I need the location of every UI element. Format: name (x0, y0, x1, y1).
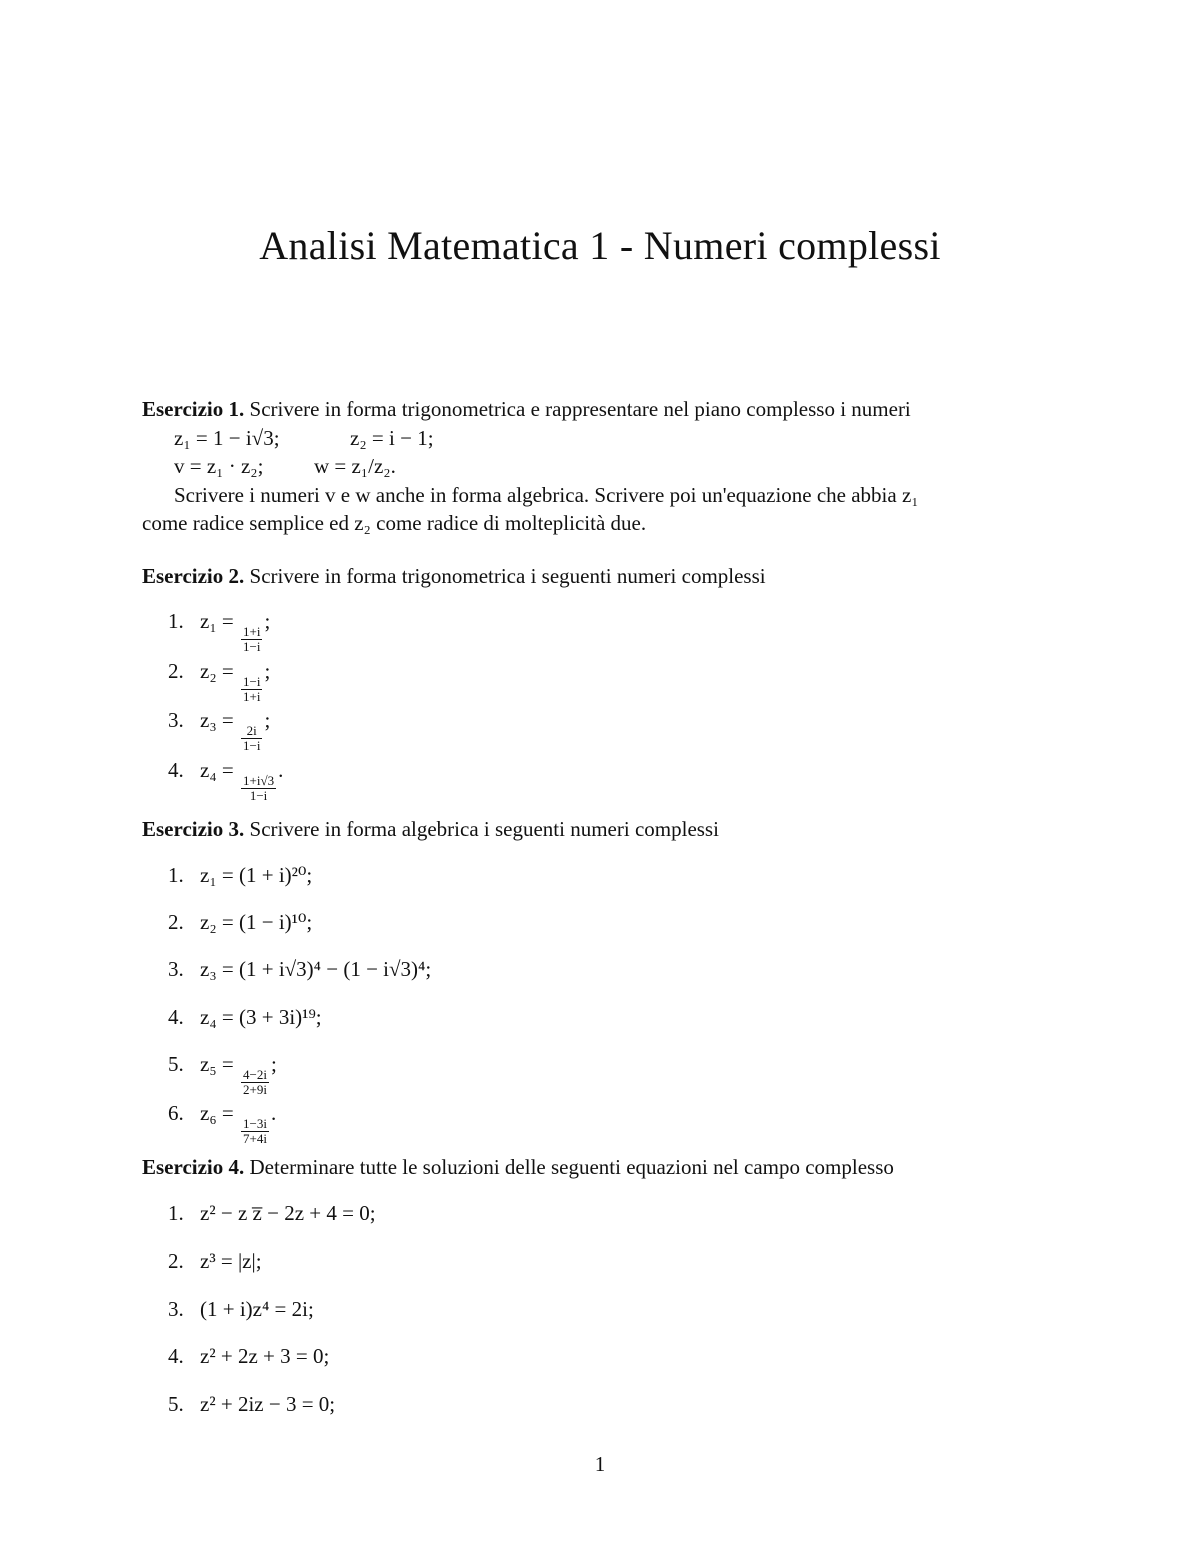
exercise-4-heading: Esercizio 4. (142, 1155, 245, 1179)
exercise-3-item (168, 861, 312, 889)
exercise-3-item (168, 1099, 276, 1146)
item-expression: z³ = |z|; (200, 1249, 262, 1273)
item-number: 6. (168, 1101, 184, 1125)
item-expression: z² − z z̅ − 2z + 4 = 0; (200, 1201, 376, 1225)
item-end: ; (264, 708, 271, 732)
item-number: 1. (168, 1201, 184, 1225)
item-number: 4. (168, 758, 184, 782)
item-lhs: z₅ = (200, 1052, 239, 1076)
exercise-3-heading: Esercizio 3. (142, 817, 245, 841)
fraction-numerator: 1−3i (243, 1115, 267, 1131)
exercise-3-intro: Scrivere in forma algebrica i seguenti numeri complessi (249, 817, 719, 841)
fraction (241, 625, 262, 654)
exercise-4-item (168, 1295, 314, 1323)
z1-definition: z₁ = 1 − i√3; (174, 426, 280, 450)
item-end: ; (270, 1052, 277, 1076)
item-expression: z₃ = (1 + i√3)⁴ − (1 − i√3)⁴; (200, 957, 432, 981)
exercise-2-item (168, 657, 270, 704)
item-number: 5. (168, 1392, 184, 1416)
item-expression: z² + 2z + 3 = 0; (200, 1344, 330, 1368)
fraction (241, 724, 262, 753)
item-lhs: z₃ = (200, 708, 239, 732)
item-expression: z₁ = (1 + i)²⁰; (200, 863, 313, 887)
exercise-4-intro: Determinare tutte le soluzioni delle seguenti equazioni nel campo complesso (249, 1155, 894, 1179)
exercise-2-intro: Scrivere in forma trigonometrica i seguenti numeri complessi (249, 564, 766, 588)
exercise-4-item (168, 1247, 262, 1275)
exercise-3-item (168, 908, 312, 936)
exercise-1-line-2 (174, 452, 396, 480)
fraction-denominator: 1−i (249, 787, 268, 803)
item-expression: z₄ = (3 + 3i)¹⁹; (200, 1005, 322, 1029)
exercise-1-intro: Scrivere in forma trigonometrica e rappresentare nel piano complesso i numeri (249, 397, 911, 421)
item-lhs: z₁ = (200, 609, 239, 633)
fraction (241, 1117, 269, 1146)
exercise-2-item (168, 756, 283, 803)
exercise-3-item (168, 1050, 277, 1097)
exercise-4-item (168, 1390, 335, 1418)
fraction-numerator: 2i (241, 724, 262, 739)
item-number: 2. (168, 910, 184, 934)
item-number: 5. (168, 1052, 184, 1076)
item-number: 2. (168, 1249, 184, 1273)
item-lhs: z₂ = (200, 659, 239, 683)
item-number: 3. (168, 708, 184, 732)
item-end: . (270, 1101, 277, 1125)
exercise-1-heading: Esercizio 1. (142, 397, 245, 421)
exercise-2-item (168, 706, 270, 753)
item-end: ; (264, 609, 271, 633)
fraction-denominator: 2+9i (243, 1081, 267, 1097)
item-number: 3. (168, 1297, 184, 1321)
fraction-numerator: 4−2i (243, 1066, 267, 1082)
z2-definition: z₂ = i − 1; (350, 426, 434, 450)
item-lhs: z₆ = (200, 1101, 239, 1125)
exercise-4-intro-line (142, 1153, 894, 1181)
exercise-2-heading: Esercizio 2. (142, 564, 245, 588)
item-lhs: z₄ = (200, 758, 239, 782)
fraction (241, 774, 276, 803)
item-expression: z² + 2iz − 3 = 0; (200, 1392, 336, 1416)
fraction-denominator: 7+4i (243, 1130, 267, 1146)
exercise-2-intro-line (142, 562, 766, 590)
fraction-denominator: 1−i (243, 638, 261, 654)
exercise-3-item (168, 1003, 322, 1031)
exercise-1-line-1 (174, 424, 434, 452)
item-end: . (278, 758, 284, 782)
item-number: 4. (168, 1344, 184, 1368)
fraction-numerator: 1+i√3 (243, 772, 275, 788)
item-number: 2. (168, 659, 184, 683)
fraction-denominator: 1−i (243, 737, 261, 753)
w-definition: w = z₁/z₂. (313, 454, 396, 478)
fraction (241, 675, 262, 704)
fraction-denominator: 1+i (243, 688, 261, 704)
item-number: 3. (168, 957, 184, 981)
item-expression: z₂ = (1 − i)¹⁰; (200, 910, 313, 934)
page-number: 1 (594, 1452, 606, 1476)
exercise-4-item (168, 1342, 329, 1370)
exercise-2-item (168, 607, 270, 654)
page-title: Analisi Matematica 1 - Numeri complessi (259, 223, 941, 268)
fraction-numerator: 1+i (243, 623, 261, 639)
item-number: 1. (168, 609, 184, 633)
fraction (241, 1068, 269, 1097)
item-expression: (1 + i)z⁴ = 2i; (200, 1297, 314, 1321)
exercise-1-intro-line (142, 395, 911, 423)
item-end: ; (264, 659, 271, 683)
exercise-3-item (168, 955, 431, 983)
v-definition: v = z₁ · z₂; (174, 454, 264, 478)
exercise-3-intro-line (142, 815, 719, 843)
exercise-1-paragraph-line-1: Scrivere i numeri v e w anche in forma algebrica. Scrivere poi un'equazione che abbia z₁ (174, 483, 919, 507)
exercise-1-paragraph-line-2: come radice semplice ed z₂ come radice di molteplicità due. (142, 511, 647, 535)
item-number: 4. (168, 1005, 184, 1029)
fraction-numerator: 1−i (243, 673, 261, 689)
item-number: 1. (168, 863, 184, 887)
exercise-4-item (168, 1199, 376, 1227)
